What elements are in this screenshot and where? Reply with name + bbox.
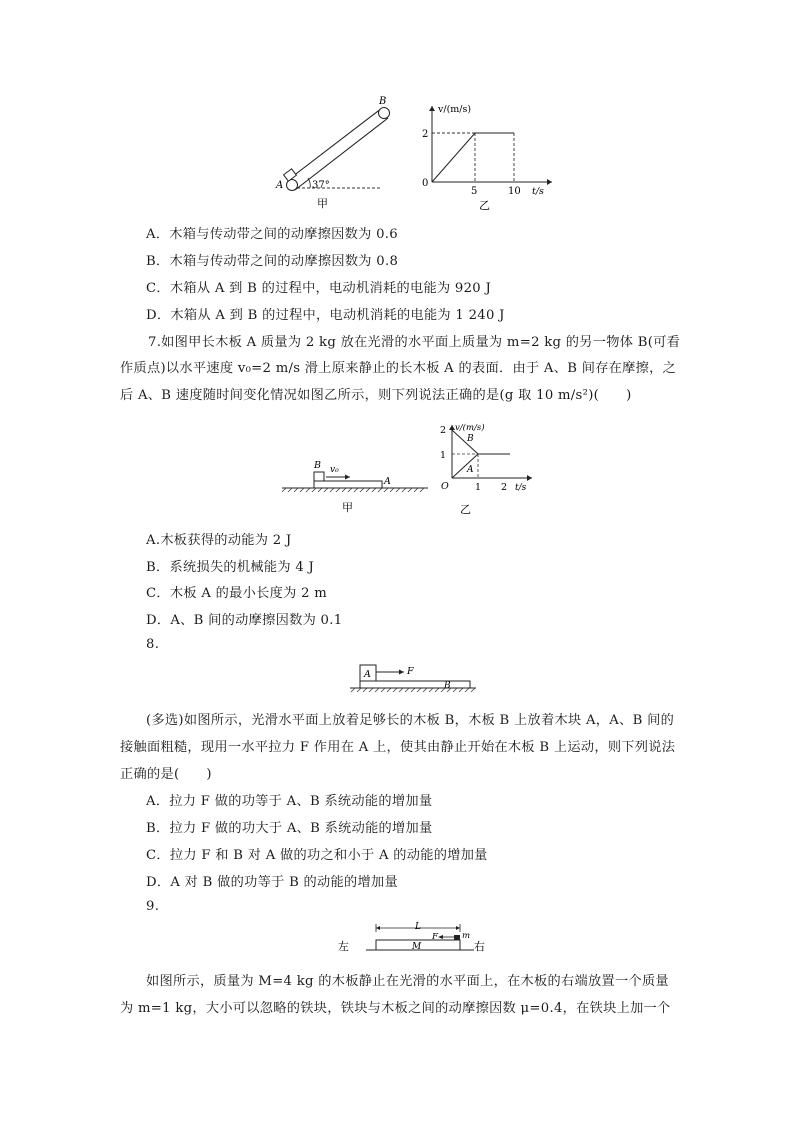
q7-yi-ytick-1: 1 [440,450,447,461]
q9-label-L: L [415,922,421,932]
q8-number: 8. [146,637,160,652]
fig6-jia-incline-diagram [270,92,410,210]
q7-yi-xtick-2: 2 [501,482,508,493]
fig6-yi-xtick-10: 10 [508,186,521,197]
q9-number: 9. [146,899,160,914]
q8-label-F: F [407,666,414,677]
q9-label-M: M [412,942,422,952]
q9-label-right: 右 [474,940,485,953]
q6-option-b: B．木箱与传动带之间的动摩擦因数为 0.8 [146,254,399,269]
fig6-yi-origin: 0 [422,178,429,189]
q7-stem-line2: 作质点)以水平速度 v₀=2 m/s 滑上原来静止的长木板 A 的表面．由于 A、B 间存在摩擦，之 [120,361,677,376]
q7-yi-label-B: B [467,434,474,444]
fig6-label-B: B [379,96,387,107]
q7-jia-caption: 甲 [342,501,353,514]
q7-jia-label-v0: v₀ [330,465,339,475]
q7-yi-vt-graph [438,420,538,516]
q7-jia-label-A: A [384,476,391,487]
q6-option-a: A．木箱与传动带之间的动摩擦因数为 0.6 [146,227,398,242]
q8-label-A: A [364,669,371,680]
fig6-yi-vt-graph [418,98,558,210]
q9-stem-line2: 为 m=1 kg，大小可以忽略的铁块，铁块与木板之间的动摩擦因数 μ=0.4，在铁块上加一个 [120,1001,671,1016]
q8-option-b: B．拉力 F 做的功大于 A、B 系统动能的增加量 [146,821,433,836]
q8-diagram [350,660,480,696]
q6-option-d: D．木箱从 A 到 B 的过程中，电动机消耗的电能为 1 240 J [146,308,505,323]
q8-option-a: A．拉力 F 做的功等于 A、B 系统动能的增加量 [146,794,433,809]
q7-yi-caption: 乙 [460,503,471,516]
fig6-jia-caption: 甲 [317,197,328,210]
q6-option-c: C．木箱从 A 到 B 的过程中，电动机消耗的电能为 920 J [146,281,492,296]
q7-yi-xlabel: t/s [515,483,527,493]
fig6-yi-caption: 乙 [479,199,490,210]
q9-stem-line1: 如图所示，质量为 M=4 kg 的木板静止在光滑的水平面上，在木板的右端放置一个质量 [146,974,669,989]
fig6-yi-xlabel: t/s [532,186,544,197]
q7-jia-diagram [280,456,430,516]
q8-option-c: C．拉力 F 和 B 对 A 做的功之和小于 A 的动能的增加量 [146,848,488,863]
q8-stem-line2: 接触面粗糙，现用一水平拉力 F 作用在 A 上，使其由静止开始在木板 B 上运动，则下列说法 [120,740,676,755]
q7-stem-line1: 7.如图甲长木板 A 质量为 2 kg 放在光滑的水平面上质量为 m=2 kg 的另一物体 B(可看 [148,335,681,350]
fig6-yi-xtick-5: 5 [471,186,478,197]
q8-option-d: D．A 对 B 做的功等于 B 的动能的增加量 [146,875,398,890]
q7-yi-ylabel: v/(m/s) [455,423,485,433]
q7-yi-ytick-2: 2 [440,425,447,436]
q7-option-b: B．系统损失的机械能为 4 J [146,560,315,575]
q9-label-m: m [462,931,471,941]
q7-yi-origin: O [441,481,449,492]
fig6-yi-ylabel: v/(m/s) [438,104,472,115]
fig6-angle-label: 37° [312,180,330,191]
q8-stem-line1: (多选)如图所示，光滑水平面上放着足够长的木板 B，木板 B 上放着木块 A，A、B 间的 [146,713,675,728]
q7-stem-line3: 后 A、B 速度随时间变化情况如图乙所示，则下列说法正确的是(g 取 10 m/s²)( ) [120,388,632,403]
q8-stem-line3: 正确的是( ) [120,767,212,782]
q7-yi-label-A: A [467,465,474,475]
q9-label-left: 左 [338,940,349,953]
q7-jia-label-B: B [314,460,321,471]
fig6-yi-ytick: 2 [422,129,429,140]
q7-option-a: A.木板获得的动能为 2 J [146,533,292,548]
q7-yi-xtick-1: 1 [475,482,482,493]
q7-option-d: D．A、B 间的动摩擦因数为 0.1 [146,613,343,628]
fig6-label-A: A [276,180,284,191]
q7-option-c: C．木板 A 的最小长度为 2 m [146,586,328,601]
q8-label-B: B [444,681,451,691]
q9-label-F: F [432,932,438,942]
q9-diagram [330,920,500,954]
